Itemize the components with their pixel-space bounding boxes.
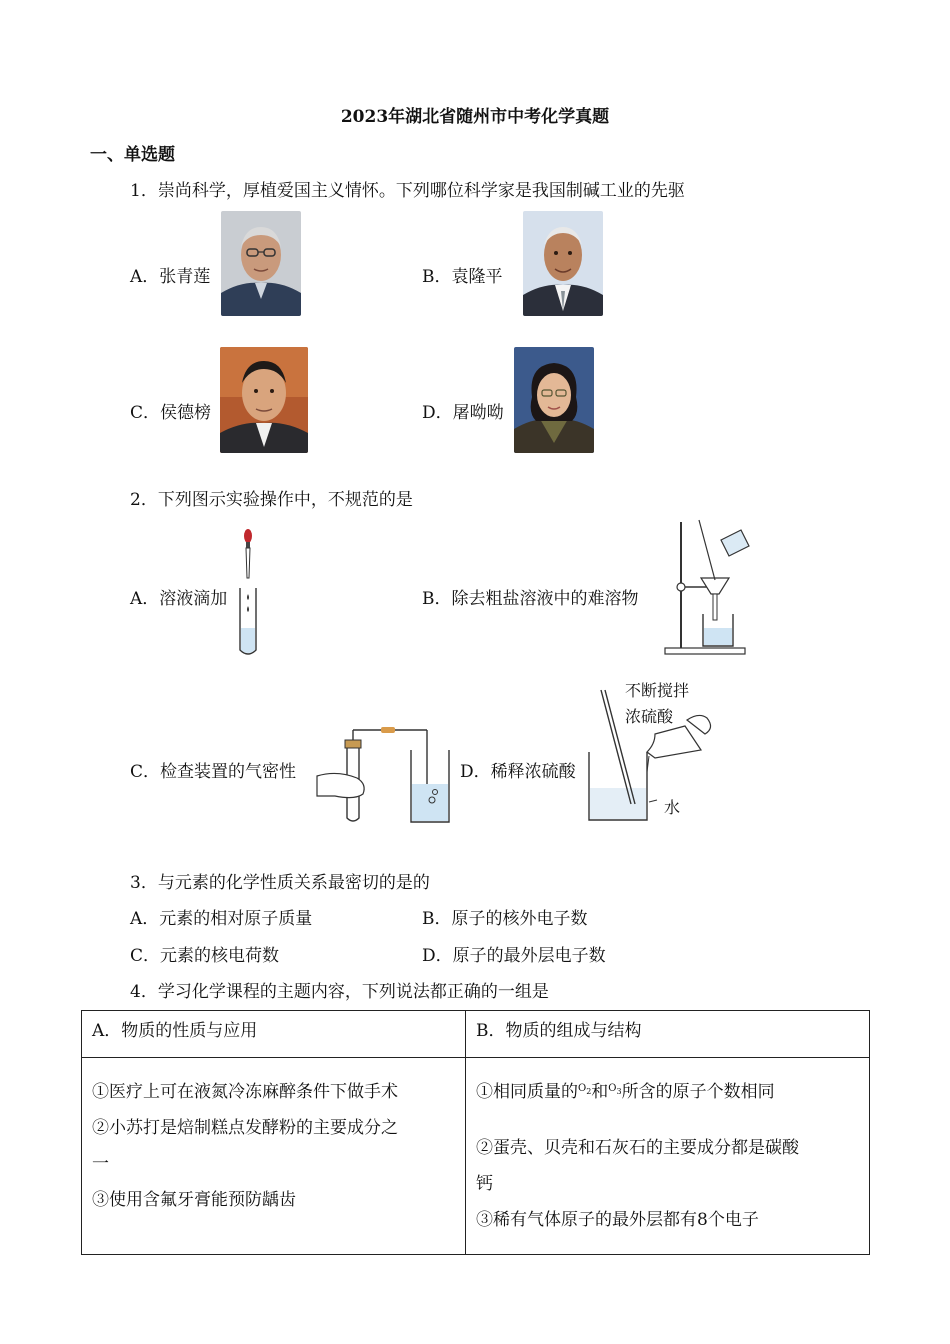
b-statement-1 (476, 1074, 859, 1116)
b-statement-1-pre: ①相同质量的 (476, 1082, 578, 1102)
a-statement-2-cont: 一 (92, 1154, 109, 1174)
q3-option-c[interactable]: C．元素的核电荷数 (130, 946, 280, 966)
formula-o2-sub: 2 (586, 1087, 592, 1096)
portrait-yuan-longping (523, 211, 603, 316)
b-statement-1-mid: 和 (591, 1082, 609, 1102)
formula-o3: O (608, 1083, 617, 1094)
option-a-content (82, 1058, 466, 1255)
q3-option-b[interactable]: B．原子的核外电子数 (422, 909, 588, 929)
label-stir: 不断搅拌 (625, 681, 690, 700)
q1-option-c[interactable]: C．侯德榜 (130, 403, 212, 423)
q4-stem: 4．学习化学课程的主题内容，下列说法都正确的一组是 (130, 982, 549, 1002)
option-b-header-text: B．物质的组成与结构 (476, 1021, 642, 1041)
b-statement-2: ②蛋壳、贝壳和石灰石的主要成分都是碳酸 (476, 1138, 799, 1158)
q1-option-a[interactable]: A．张青莲 (130, 267, 211, 287)
option-a-header-text: A．物质的性质与应用 (92, 1021, 258, 1041)
formula-o3-sub: 3 (616, 1087, 622, 1096)
a-statement-1: ①医疗上可在液氮冷冻麻醉条件下做手术 (92, 1082, 398, 1102)
option-b-content (466, 1058, 870, 1255)
b-statement-2-cont: 钙 (476, 1174, 493, 1194)
q2-stem: 2．下列图示实验操作中，不规范的是 (130, 490, 413, 510)
a-statement-3: ③使用含氟牙膏能预防龋齿 (92, 1190, 296, 1210)
label-acid: 浓硫酸 (625, 707, 674, 726)
q1-option-b[interactable]: B．袁隆平 (422, 267, 503, 287)
portrait-tu-youyou (514, 347, 594, 453)
portrait-hou-debang (220, 347, 308, 453)
b-statement-3: ③稀有气体原子的最外层都有8个电子 (476, 1210, 759, 1230)
q3-option-a[interactable]: A．元素的相对原子质量 (130, 909, 313, 929)
portrait-zhang-qinglian (221, 211, 301, 316)
filtration-diagram (663, 518, 753, 663)
q2-option-b[interactable]: B．除去粗盐溶液中的难溶物 (422, 589, 639, 609)
q1-stem: 1．崇尚科学，厚植爱国主义情怀。下列哪位科学家是我国制碱工业的先驱 (130, 181, 685, 201)
label-water: 水 (664, 798, 681, 817)
q2-option-c[interactable]: C．检查装置的气密性 (130, 762, 297, 782)
option-a-header[interactable] (82, 1011, 466, 1058)
page-title: 2023年湖北省随州市中考化学真题 (340, 107, 610, 127)
q2-option-a[interactable]: A．溶液滴加 (130, 589, 228, 609)
dropper-test-tube-diagram (232, 528, 268, 663)
b-statement-1-post: 所含的原子个数相同 (621, 1082, 775, 1102)
option-b-header[interactable] (466, 1011, 870, 1058)
section-heading: 一、单选题 (90, 145, 175, 165)
formula-o2: O (578, 1083, 587, 1094)
q3-stem: 3．与元素的化学性质关系最密切的是的 (130, 873, 430, 893)
a-statement-2: ②小苏打是焙制糕点发酵粉的主要成分之 (92, 1118, 398, 1138)
airtightness-check-diagram (315, 726, 455, 833)
q3-option-d[interactable]: D．原子的最外层电子数 (422, 946, 606, 966)
q4-options-table (81, 1010, 870, 1255)
q1-option-d[interactable]: D．屠呦呦 (422, 403, 504, 423)
q2-option-d[interactable]: D．稀释浓硫酸 (460, 762, 576, 782)
